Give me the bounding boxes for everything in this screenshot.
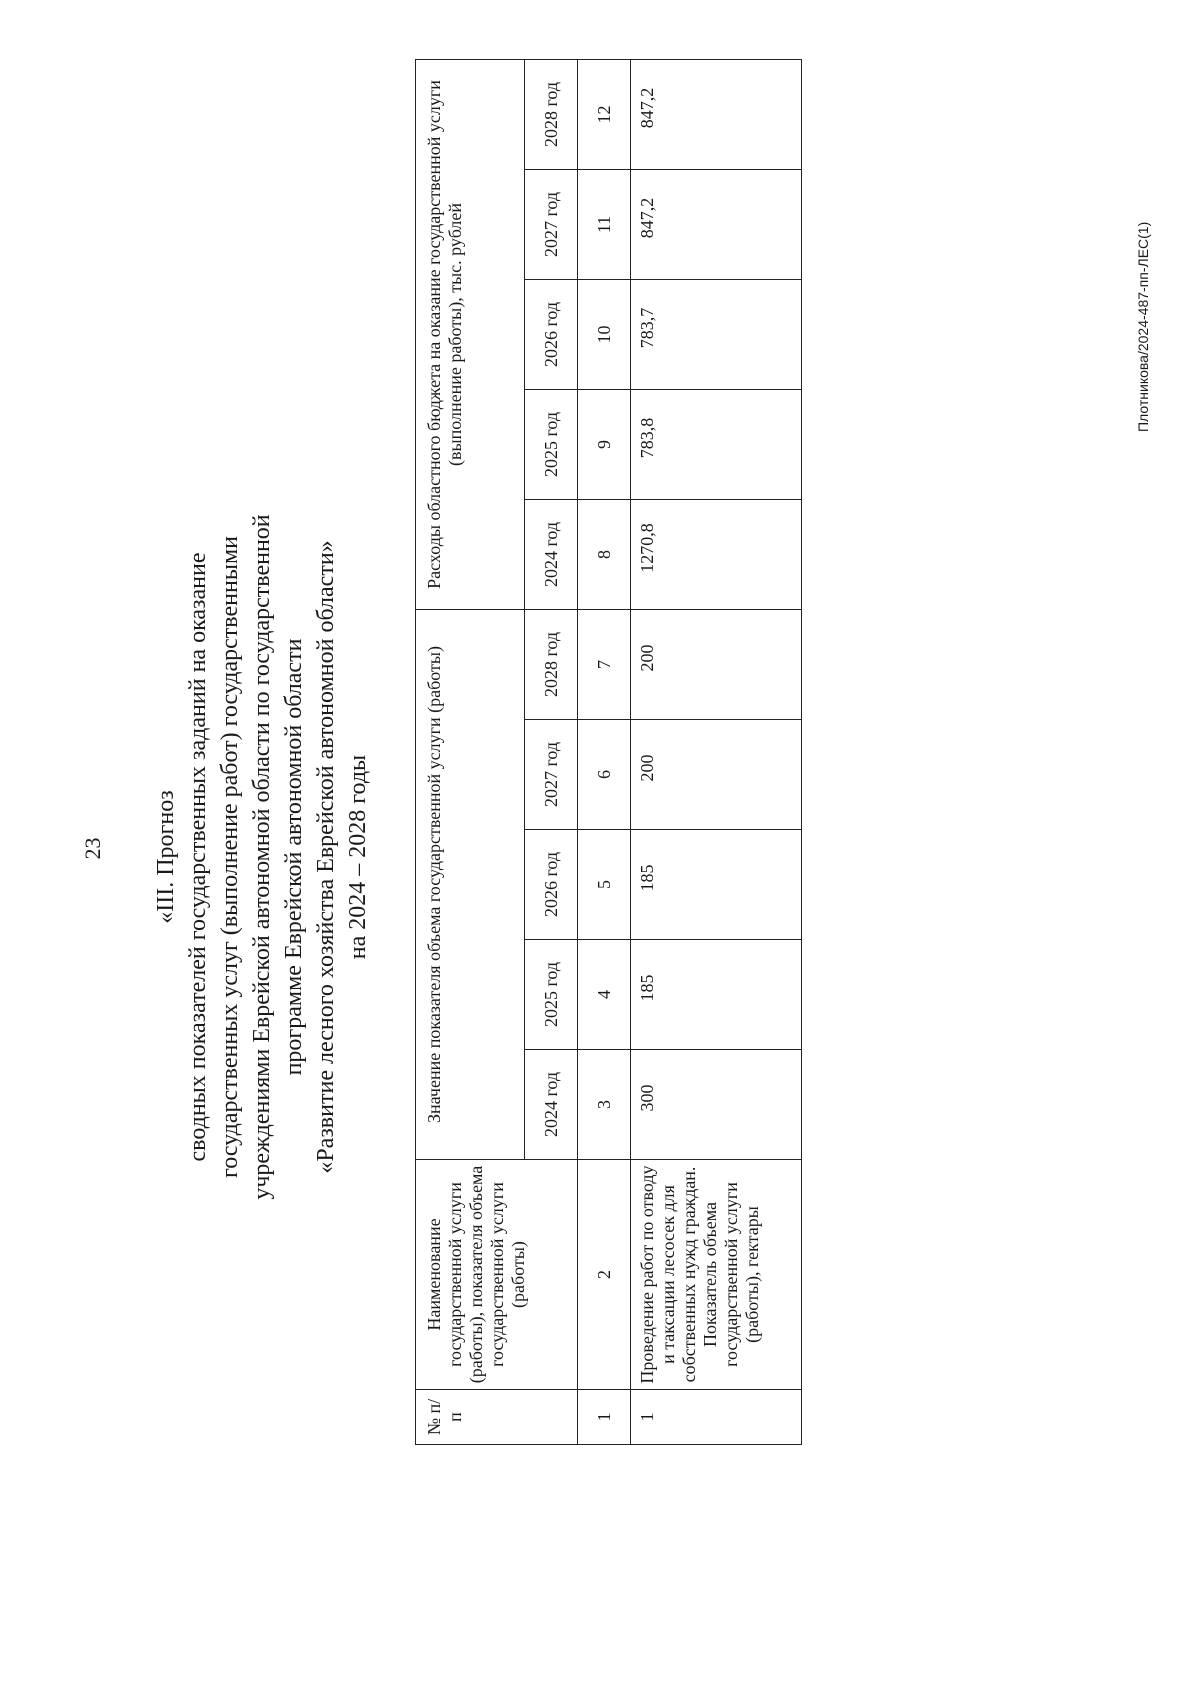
row-value: 1270,8 (631, 500, 802, 610)
table-row (631, 59, 802, 1444)
row-value: 185 (631, 830, 802, 940)
year-header: 2024 год (525, 500, 578, 610)
column-number: 3 (578, 1050, 631, 1160)
heading-line: «III. Прогноз (153, 790, 179, 924)
column-number: 6 (578, 720, 631, 830)
year-header: 2028 год (525, 59, 578, 169)
document-code-footer: Плотникова/2024-487-пп-ЛЕС(1) (1135, 221, 1151, 432)
row-num: 1 (631, 1390, 802, 1445)
heading-line: учреждениями Еврейской автономной области по государственной (249, 514, 275, 1200)
row-value: 783,7 (631, 280, 802, 390)
year-header: 2025 год (525, 390, 578, 500)
year-header: 2025 год (525, 940, 578, 1050)
column-number: 12 (578, 59, 631, 169)
year-header: 2027 год (525, 170, 578, 280)
table-header-row (416, 59, 525, 1444)
heading-line: государственных услуг (выполнение работ) государственными (217, 536, 243, 1178)
column-number: 9 (578, 390, 631, 500)
year-header: 2024 год (525, 1050, 578, 1160)
column-number-row (578, 59, 631, 1444)
column-number: 7 (578, 610, 631, 720)
row-value: 185 (631, 940, 802, 1050)
year-header: 2027 год (525, 720, 578, 830)
row-value: 847,2 (631, 170, 802, 280)
year-header: 2026 год (525, 830, 578, 940)
row-value: 847,2 (631, 59, 802, 169)
forecast-table (415, 59, 802, 1445)
row-value: 200 (631, 610, 802, 720)
year-header: 2028 год (525, 610, 578, 720)
header-num: № п/п (416, 1390, 578, 1445)
heading-line: сводных показателей государственных заданий на оказание (185, 552, 211, 1162)
heading-line: программе Еврейской автономной области (281, 638, 307, 1076)
header-expense-group: Расходы областного бюджета на оказание государственной услуги (выполнение работы), тыс. рублей (416, 59, 525, 609)
row-value: 300 (631, 1050, 802, 1160)
column-number: 2 (578, 1160, 631, 1390)
year-header: 2026 год (525, 280, 578, 390)
header-volume-group: Значение показателя объема государственной услуги (работы) (416, 610, 525, 1160)
row-service-name: Проведение работ по отводу и таксации лесосек для собственных нужд граждан. Показатель объема государственной услуги (работы), гектары (631, 1160, 802, 1390)
page-number: 23 (80, 837, 105, 860)
header-name: Наименование государственной услуги (работы), показателя объема государственной услуги (работы) (416, 1160, 578, 1390)
column-number: 1 (578, 1390, 631, 1445)
heading-line: «Развитие лесного хозяйства Еврейской автономной области» (313, 540, 339, 1174)
column-number: 11 (578, 170, 631, 280)
row-value: 200 (631, 720, 802, 830)
column-number: 10 (578, 280, 631, 390)
column-number: 5 (578, 830, 631, 940)
document-heading (150, 257, 374, 1457)
column-number: 8 (578, 500, 631, 610)
column-number: 4 (578, 940, 631, 1050)
heading-line: на 2024 – 2028 годы (345, 754, 371, 960)
row-value: 783,8 (631, 390, 802, 500)
